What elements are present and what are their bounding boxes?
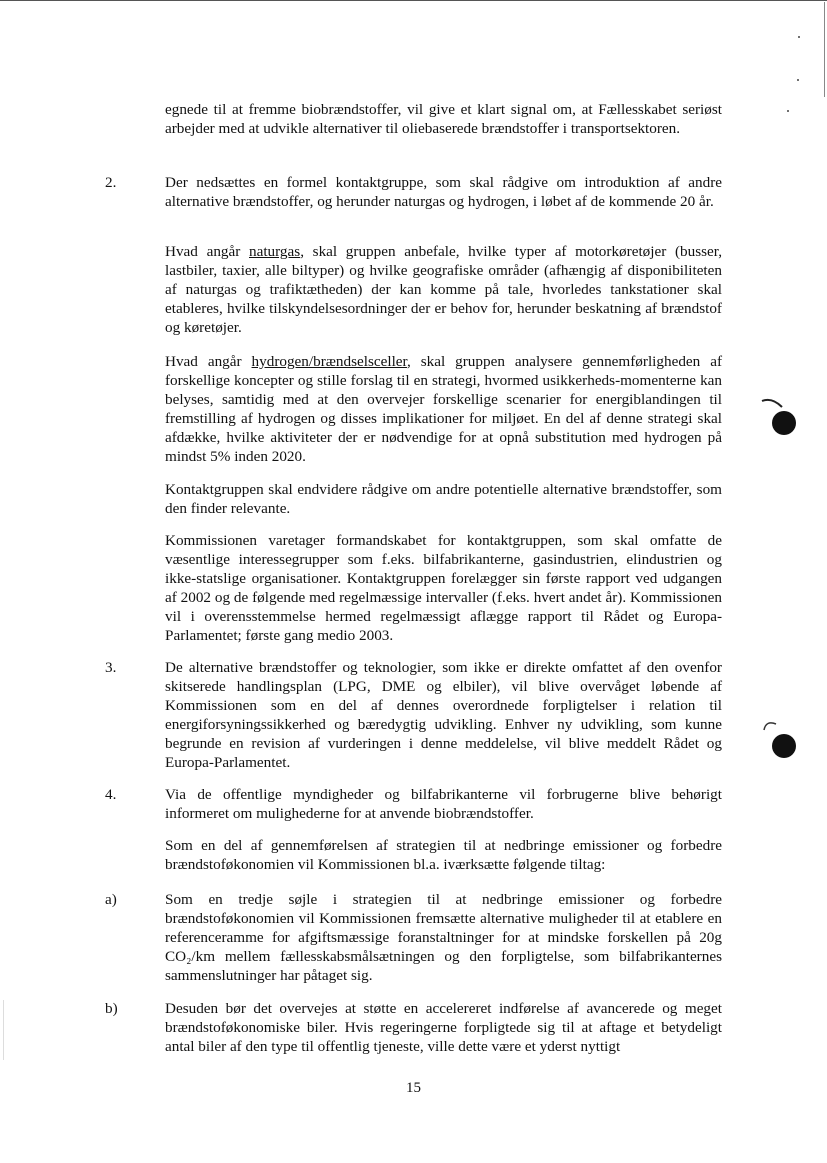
- paragraph: De alternative brændstoffer og teknologier, som ikke er direkte omfattet af den ovenfor skitserede handlingsplan (LPG, DME og elbiler), vil blive overvåget løbende af Kommissionen som en del af dennes overordnede forpligtelser i relation til energiforsyningssikkerhed og bæredygtig udvikling. Enhver ny udvikling, som kunne begrunde en revision af vurderingen i denne meddelelse, vil blive meddelt Rådet og Europa-Parlamentet.: [165, 659, 722, 771]
- paragraph: Desuden bør det overvejes at støtte en accelereret indførelse af avancerede og meget brændstoføkonomiske biler. Hvis regeringerne forpligtede sig til at aftage et betydeligt antal biler af den type til offentlig tjeneste, ville dette være et yderst nyttigt: [165, 1000, 722, 1055]
- item-number: 4.: [105, 786, 117, 803]
- scan-top-border: [0, 0, 827, 1]
- paragraph: Som en tredje søjle i strategien til at nedbringe emissioner og forbedre brændstoføkonomien vil Kommissionen fremsætte alternative muligheder til at etablere en referenceramme for afgiftsmæssige foranstaltninger for at mindske forskellen på 20g CO₂/km mellem fællesskabsmålsætningen og den forpligtelse, som bilfabrikanternes sammenslutninger har påtaget sig.: [165, 891, 722, 984]
- paragraph: Som en del af gennemførelsen af strategien til at nedbringe emissioner og forbedre brændstoføkonomien vil Kommissionen bl.a. iværksætte følgende tiltag:: [165, 837, 722, 873]
- scan-left-mark: [3, 1000, 4, 1060]
- scan-right-border: [824, 2, 825, 97]
- paragraph: [165, 352, 722, 466]
- punch-hole-icon: [758, 716, 800, 764]
- scan-speck: [797, 79, 799, 81]
- paragraph: Kommissionen varetager formandskabet for kontaktgruppen, som skal omfatte de væsentlige interessegrupper som f.eks. bilfabrikanterne, gasindustrien, elindustrien og ikke-statslige organisationer. Kontaktgruppen forelægger sin første rapport ved udgangen af 2002 og de følgende med regelmæssige intervaller (f.eks. hvert andet år). Kommissionen vil i overensstemmelse hermed regelmæssigt aflægge rapport til Rådet og Europa-Parlamentet; første gang medio 2003.: [165, 532, 722, 644]
- paragraph: Der nedsættes en formel kontaktgruppe, som skal rådgive om introduktion af andre alternative brændstoffer, og herunder naturgas og hydrogen, i løbet af de kommende 20 år.: [165, 174, 722, 210]
- item-number: 2.: [105, 174, 117, 191]
- item-number: b): [105, 1000, 118, 1017]
- scan-speck: [787, 110, 789, 112]
- paragraph: [165, 242, 722, 337]
- page-number: 15: [406, 1080, 421, 1096]
- paragraph: Via de offentlige myndigheder og bilfabrikanterne vil forbrugerne blive behørigt informeret om mulighederne for at anvende biobrændstoffer.: [165, 786, 722, 822]
- text-run: Hvad angår: [165, 243, 249, 260]
- text-run: , skal gruppen anbefale, hvilke typer af motorkøretøjer (busser, lastbiler, taxier, alle biltyper) og hvilke geografiske områder (afhængig af disponibiliteten af naturgas og trafiktætheden) der kan komme på tale, hvorledes tankstationer skal etableres, hvilke tilskyndelsesordninger der er behov for, herunder beskatning af brændstof og køretøjer.: [165, 243, 723, 336]
- item-number: a): [105, 891, 117, 908]
- scan-speck: [798, 36, 800, 38]
- text-run: Hvad angår: [165, 353, 252, 370]
- text-run: , skal gruppen analysere gennemførligheden af forskellige koncepter og stille forslag til en strategi, hvormed usikkerheds-momenterne kan belyses, samtidig med at den overvejer forskellige scenarier for energiblandingen til fremstilling af hydrogen og disses implikationer for miljøet. En del af denne strategi skal afdække, hvilke aktiviteter der er nødvendige for at opnå substitution med hydrogen på mindst 5% inden 2020.: [165, 353, 722, 465]
- underlined-term: hydrogen/brændselsceller: [251, 353, 407, 370]
- item-number: 3.: [105, 659, 117, 676]
- paragraph: Kontaktgruppen skal endvidere rådgive om andre potentielle alternative brændstoffer, som den finder relevante.: [165, 481, 722, 517]
- punch-hole-icon: [758, 395, 800, 440]
- underlined-term: naturgas: [249, 243, 301, 260]
- paragraph: egnede til at fremme biobrændstoffer, vil give et klart signal om, at Fællesskabet seriøst arbejder med at udvikle alternativer til oliebaserede brændstoffer i transportsektoren.: [165, 101, 722, 137]
